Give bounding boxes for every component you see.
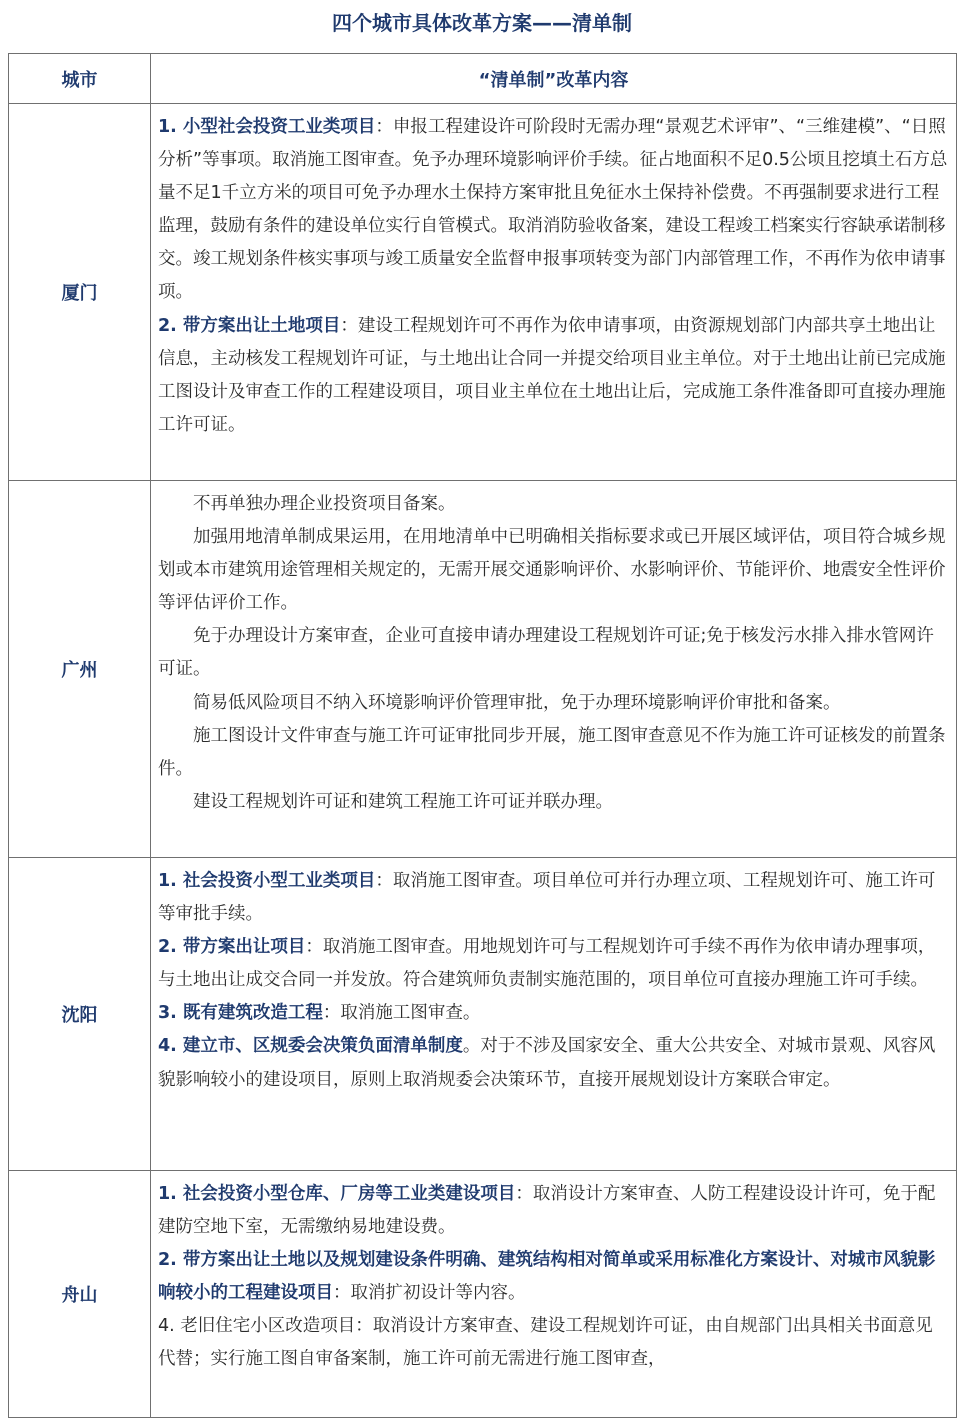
item-separator: 。 [462, 1036, 481, 1057]
item-heading: 2. 带方案出让土地项目 [158, 315, 341, 336]
content-cell [151, 104, 957, 481]
table-header-row [9, 54, 957, 104]
list-item [158, 1178, 950, 1244]
city-cell: 广州 [9, 481, 151, 858]
item-separator: ： [375, 871, 393, 891]
header-content: “清单制”改革内容 [151, 54, 957, 104]
item-separator: ： [375, 117, 393, 137]
item-text: 对于不涉及国家安全、重大公共安全、对城市景观、风容风貌影响较小的建设项目，原则上取消规委会决策环节，直接开展规划设计方案联合审定。 [158, 1036, 936, 1090]
item-heading: 2. 带方案出让项目 [158, 937, 306, 958]
city-cell: 舟山 [9, 1171, 151, 1418]
item-heading: 3. 既有建筑改造工程 [158, 1003, 323, 1024]
item-heading: 4. 建立市、区规委会决策负面清单制度 [158, 1036, 463, 1057]
list-item [158, 1310, 950, 1376]
item-text: 4. 老旧住宅小区改造项目：取消设计方案审查、建设工程规划许可证，由自规部门出具相关书面意见代替；实行施工图自审备案制，施工许可前无需进行施工图审查， [158, 1316, 933, 1370]
item-text: 建设工程规划许可不再作为依申请事项，由资源规划部门内部共享土地出让信息，主动核发工程规划许可证，与土地出让合同一并提交给项目业主单位。对于土地出让前已完成施工图设计及审查工作的工程建设项目，项目业主单位在土地出让后，完成施工条件准备即可直接办理施工许可证。 [158, 315, 946, 435]
paragraph: 加强用地清单制成果运用，在用地清单中已明确相关指标要求或已开展区域评估，项目符合城乡规划或本市建筑用途管理相关规定的，无需开展交通影响评价、水影响评价、节能评价、地震安全性评价等评估评价工作。 [158, 527, 946, 614]
table-row-shenyang [9, 858, 957, 1171]
item-text: 取消施工图审查。项目单位可并行办理立项、工程规划许可、施工许可等审批手续。 [158, 871, 936, 925]
paragraph: 不再单独办理企业投资项目备案。 [193, 494, 456, 514]
header-city: 城市 [9, 54, 151, 104]
page-title: 四个城市具体改革方案——清单制 [332, 11, 632, 35]
item-text: 取消设计方案审查、人防工程建设设计许可，免于配建防空地下室，无需缴纳易地建设费。 [158, 1184, 936, 1238]
city-cell: 厦门 [9, 104, 151, 481]
list-item [158, 865, 950, 931]
paragraph: 建设工程规划许可证和建筑工程施工许可证并联办理。 [193, 791, 613, 812]
list-item [158, 310, 950, 442]
table-row-zhoushan [9, 1171, 957, 1418]
list-item [158, 111, 950, 310]
item-text: 取消施工图审查。用地规划许可与工程规划许可手续不再作为依申请办理事项，与土地出让成交合同一并发放。符合建筑师负责制实施范围的，项目单位可直接办理施工许可手续。 [158, 937, 936, 991]
content-cell [151, 858, 957, 1171]
item-separator: ： [305, 937, 323, 958]
item-heading: 1. 小型社会投资工业类项目 [158, 117, 376, 137]
paragraph: 简易低风险项目不纳入环境影响评价管理审批，免于办理环境影响评价审批和备案。 [193, 692, 841, 713]
paragraph: 施工图设计文件审查与施工许可证审批同步开展，施工图审查意见不作为施工许可证核发的前置条件。 [158, 725, 946, 779]
item-separator: ： [340, 315, 358, 336]
item-text: 取消施工图审查。 [340, 1003, 481, 1024]
table-row-guangzhou [9, 481, 957, 858]
item-heading: 2. 带方案出让土地以及规划建设条件明确、建筑结构相对简单或采用标准化方案设计、对城市风貌影响较小的工程建设项目 [158, 1250, 936, 1304]
city-cell: 沈阳 [9, 858, 151, 1171]
item-heading: 1. 社会投资小型工业类项目 [158, 871, 376, 891]
item-text: 取消扩初设计等内容。 [350, 1283, 526, 1304]
list-item [158, 931, 950, 997]
list-item [158, 997, 950, 1030]
item-text: 申报工程建设许可阶段时无需办理“景观艺术评审”、“三维建模”、“日照分析”等事项。取消施工图审查。免予办理环境影响评价手续。征占地面积不足0.5公顷且挖填土石方总量不足1千立方米的项目可免予办理水土保持方案审批且免征水土保持补偿费。不再强制要求进行工程监理，鼓励有条件的建设单位实行自管模式。取消消防验收备案，建设工程竣工档案实行容缺承诺制移交。竣工规划条件核实事项与竣工质量安全监督申报事项转变为部门内部管理工作，不再作为依申请事项。 [158, 117, 948, 303]
list-item [158, 1244, 950, 1310]
list-item [158, 1030, 950, 1096]
table-row-xiamen [9, 104, 957, 481]
item-separator: ： [515, 1184, 533, 1204]
content-cell [151, 1171, 957, 1418]
reform-table [8, 53, 957, 1418]
item-heading: 1. 社会投资小型仓库、厂房等工业类建设项目 [158, 1184, 516, 1204]
content-cell [151, 481, 957, 858]
item-separator: ： [333, 1283, 351, 1304]
item-separator: ： [322, 1003, 341, 1024]
paragraph: 免于办理设计方案审查，企业可直接申请办理建设工程规划许可证;免于核发污水排入排水管网许可证。 [158, 626, 934, 680]
